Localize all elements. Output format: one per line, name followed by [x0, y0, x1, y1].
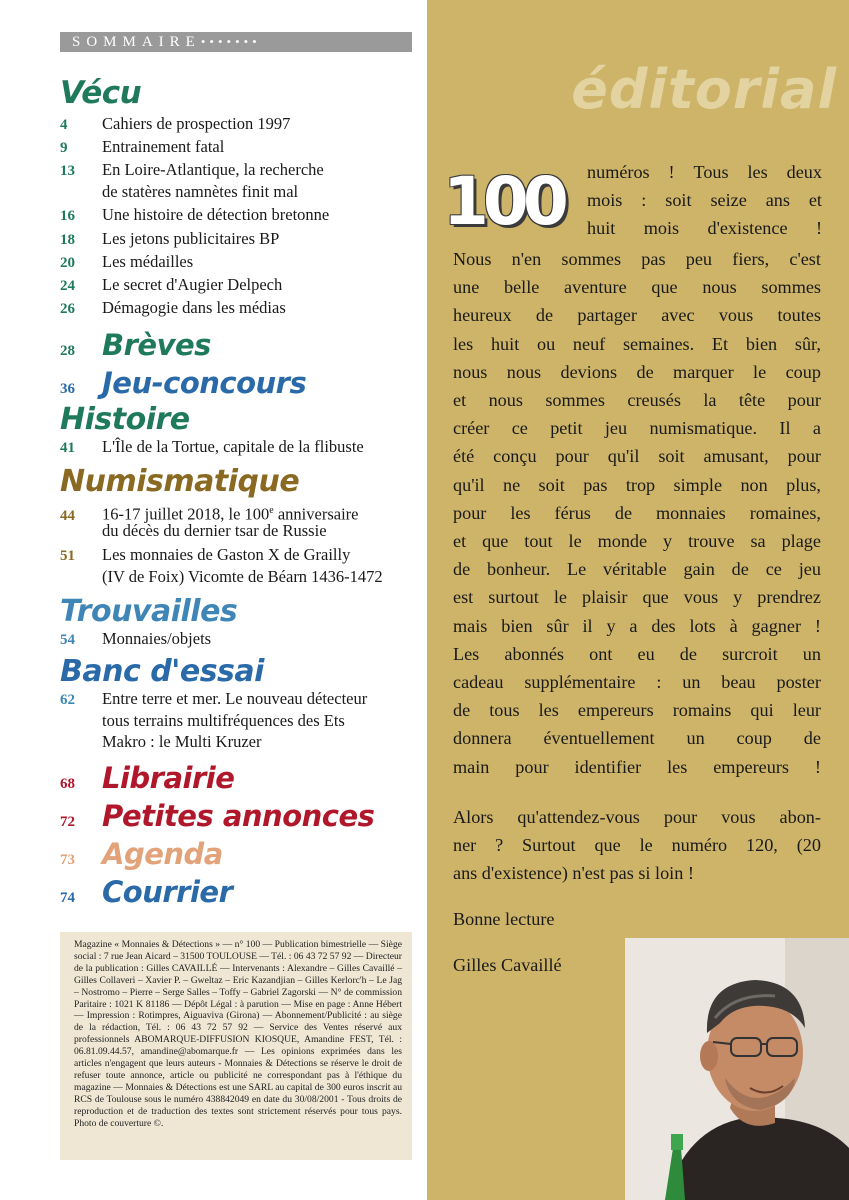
section-title-histoire: Histoire — [60, 402, 190, 437]
section-title-breves[interactable]: Brèves — [102, 328, 211, 362]
text-line: cadeau supplémentaire : un beau poster — [453, 672, 821, 693]
author-portrait-image — [625, 938, 849, 1200]
page-number: 26 — [60, 301, 75, 317]
page-number: 24 — [60, 278, 75, 294]
text-line: été conçu pour qu'il soit amusant, pour — [453, 446, 821, 467]
section-title-jeu-concours[interactable]: Jeu-concours — [102, 366, 307, 400]
text-line: ner ? Surtout que le numéro 120, (20 — [453, 835, 821, 856]
text-line: numéros ! Tous les deux — [587, 162, 822, 182]
page-number: 74 — [60, 890, 75, 906]
toc-entry-continued[interactable]: Makro : le Multi Kruzer — [102, 732, 262, 751]
section-title-vecu: Vécu — [60, 75, 142, 111]
text-line: Nous n'en sommes pas peu fiers, c'est — [453, 249, 821, 269]
text-line: ans d'existence) n'est pas si loin ! — [453, 863, 694, 884]
page-number: 16 — [60, 208, 75, 224]
toc-entry-continued[interactable]: tous terrains multifréquences des Ets — [102, 711, 345, 730]
toc-entry[interactable]: 16-17 juillet 2018, le 100e anniversaire — [102, 504, 359, 524]
editorial-paragraph-2 — [453, 803, 821, 888]
text-line: de bonheur. Le véritable gain de ce jeu — [453, 559, 821, 580]
sommaire-label: SOMMAIRE — [72, 34, 201, 50]
toc-entry[interactable]: Les médailles — [102, 252, 194, 271]
text-line: les huit ou neuf semaines. Et bien sûr, — [453, 333, 821, 354]
page-number: 54 — [60, 632, 75, 648]
text-line: Alors qu'attendez-vous pour vous abon- — [453, 807, 821, 827]
editorial-signature: Gilles Cavaillé — [453, 955, 562, 975]
page-number: 51 — [60, 548, 75, 564]
section-title-numismatique: Numismatique — [60, 464, 300, 499]
toc-entry[interactable]: Entrainement fatal — [102, 137, 225, 156]
editorial-intro — [587, 158, 822, 243]
toc-entry[interactable]: Monnaies/objets — [102, 629, 212, 648]
toc-entry[interactable]: Une histoire de détection bretonne — [102, 205, 330, 224]
section-title-banc-essai: Banc d'essai — [60, 654, 264, 689]
page-number: 20 — [60, 255, 75, 271]
text-line: mois : soit seize ans et — [587, 190, 822, 211]
page-number: 36 — [60, 381, 75, 397]
author-photo — [625, 938, 849, 1200]
toc-entry[interactable]: En Loire-Atlantique, la recherche — [102, 160, 324, 179]
toc-entry[interactable]: Cahiers de prospection 1997 — [102, 114, 291, 133]
page-number: 41 — [60, 440, 75, 456]
page-number: 44 — [60, 507, 75, 524]
section-title-petites-annonces[interactable]: Petites annonces — [102, 799, 375, 833]
text-line: donnera éventuellement un coup de — [453, 728, 821, 749]
text-line: une belle aventure que nous sommes — [453, 277, 821, 298]
page-number: 72 — [60, 814, 75, 830]
toc-entry[interactable]: L'Île de la Tortue, capitale de la flibuste — [102, 437, 364, 456]
toc-entry[interactable]: Démagogie dans les médias — [102, 298, 286, 317]
text-line: huit mois d'existence ! — [587, 218, 822, 239]
text-line: créer ce petit jeu numismatique. Il a — [453, 418, 821, 439]
editorial-body — [453, 245, 821, 781]
page-number: 13 — [60, 163, 75, 179]
toc-entry-continued[interactable]: de statères namnètes finit mal — [102, 182, 299, 201]
toc-entry-continued[interactable]: (IV de Foix) Vicomte de Béarn 1436-1472 — [102, 567, 383, 586]
page-number: 4 — [60, 117, 68, 133]
section-title-agenda[interactable]: Agenda — [102, 837, 223, 871]
toc-list — [60, 70, 420, 912]
page-number: 28 — [60, 343, 75, 359]
page-number: 73 — [60, 852, 75, 868]
toc-entry-continued[interactable]: du décès du dernier tsar de Russie — [102, 521, 327, 540]
text-line: et nous sommes creusés la tête pour — [453, 390, 821, 411]
big-number-100: 100 — [443, 163, 563, 240]
editorial-title: éditorial — [571, 58, 837, 121]
text-line: est surtout le plaisir que vous y prendrez — [453, 587, 821, 608]
text-line: nous nous devions de marquer le coup — [453, 361, 821, 382]
text-line: Les abonnés ont eu de surcroit un — [453, 643, 821, 664]
text-line: et que tout le monde y trouve sa plage — [453, 531, 821, 552]
text-line: qu'il ne soit pas trop simple non plus, — [453, 474, 821, 495]
page-number: 9 — [60, 140, 68, 156]
page-number: 18 — [60, 232, 75, 248]
text-line: heureux de partager avec vous toutes — [453, 305, 821, 326]
page-number: 62 — [60, 692, 75, 708]
text-line: de tous les empereurs romains qui leur — [453, 700, 821, 721]
sommaire-dots: ••••••• — [200, 34, 261, 49]
toc-entry[interactable]: Les monnaies de Gaston X de Grailly — [102, 545, 351, 564]
publication-credits: Magazine « Monnaies & Détections » — n° 100 — Publication bimestrielle — Siège social : 7 rue Jean Aicard – 31500 TOULOUSE — Tél. : 06 43 72 57 92 — Directeur de la publication : Gilles CAVAILLÉ — Intervenants : Alexandre – Gilles Cavaillé – Gilles Collaveri – Xavier P. – Gweltaz – Eric Kazandjian – Gilles Kerlorc'h – Le Jag – Nostromo – Pierre – Serge Salles – Toffy – Gabriel Zagorski — N° de commission Paritaire : 1021 K 81186 — Dépôt Légal : à parution — Mise en page : Anne Hébert — Impression : Rotimpres, Aiguaviva (Girona) — Abonnement/Publicité : au siège de la rédaction, Tél. : 06 43 72 57 92 — Service des Ventes réservé aux professionnels ABOMARQUE-DIFFUSION KIOSQUE, Amandine FEST, Tél. : 06.81.09.44.57, amandine@abomarque.fr — Les opinions exprimées dans les articles n'engagent que leurs auteurs - Monnaies & Détections se réserve le droit de refuser toute annonce, article ou publicité ne correspondant pas à l'éthique du magazine — Monnaies & Détections est une SARL au capital de 300 euros inscrit au RCS de Toulouse sous le numéro 438842049 en date du 30/08/2001 - Tous droits de reproduction et de traduction des textes sont strictement réservés pour tous pays. Photo de couverture ©. — [60, 932, 412, 1160]
text-line: pour les férus de monnaies romaines, — [453, 502, 821, 523]
toc-entry[interactable]: Entre terre et mer. Le nouveau détecteur — [102, 689, 368, 708]
sommaire-header — [60, 32, 412, 52]
toc-entry[interactable]: Les jetons publicitaires BP — [102, 229, 280, 248]
text-line: main pour identifier les empereurs ! — [453, 756, 821, 777]
section-title-trouvailles: Trouvailles — [60, 594, 238, 629]
text-line: mais bien sûr il y a des lots à gagner ! — [453, 615, 821, 636]
editorial-closing: Bonne lecture — [453, 909, 555, 929]
section-title-courrier[interactable]: Courrier — [102, 875, 233, 909]
toc-entry[interactable]: Le secret d'Augier Delpech — [102, 275, 283, 294]
section-title-librairie[interactable]: Librairie — [102, 761, 235, 795]
page-number: 68 — [60, 776, 75, 792]
editorial-panel — [427, 0, 849, 1200]
